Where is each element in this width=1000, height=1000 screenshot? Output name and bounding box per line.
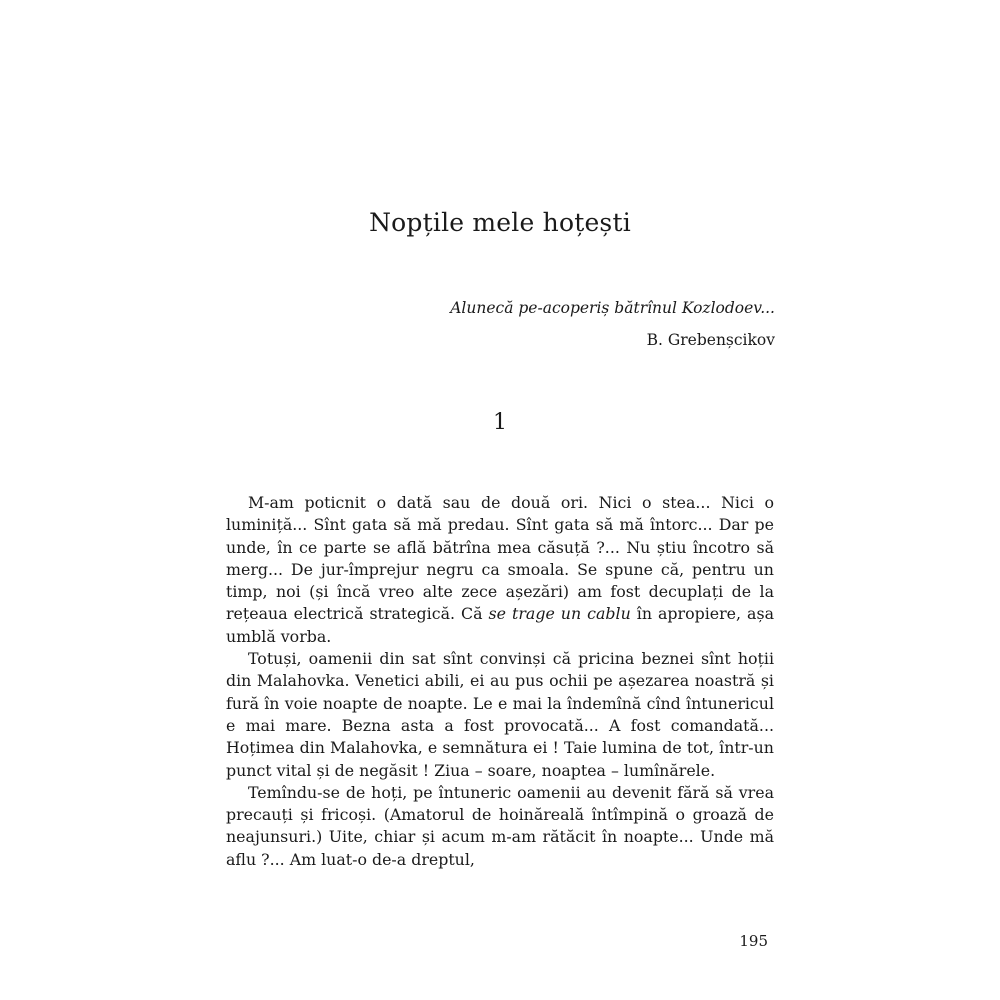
section-number: 1: [493, 410, 507, 435]
emphasized-phrase: se trage un cablu: [488, 604, 631, 624]
paragraph: Temîndu-se de hoți, pe întuneric oamenii au devenit fără să vrea precauți și fricoși. (Amatorul de hoinăreală întîmpină o groază de neajunsuri.) Uite, chiar și acum m-am rătăcit în noapte... Unde mă aflu ?... Am luat-o de-a dreptul,: [226, 782, 774, 869]
paragraph-text: în apropiere, așa umblă vorba.: [226, 604, 774, 646]
paragraph: [226, 492, 774, 648]
page-number: 195: [739, 932, 768, 950]
epigraph-quote: Alunecă pe-acoperiș bătrînul Kozlodoev...: [450, 299, 775, 317]
paragraph-text: M-am poticnit o dată sau de două ori. Nici o stea... Nici o luminiță... Sînt gata să mă predau. Sînt gata să mă întorc... Dar pe unde, în ce parte se află bătrîna mea căsuță ?... Nu știu încotro să merg... De jur-împrejur negru ca smoala. Se spune că, pentru un timp, noi (și încă vreo alte zece așezări) am fost decuplați de la rețeaua electrică strategică. Că: [226, 493, 774, 624]
epigraph-author: B. Grebenșcikov: [646, 331, 775, 349]
paragraph: Totuși, oamenii din sat sînt convinși că pricina beznei sînt hoții din Malahovka. Venetici abili, ei au pus ochii pe așezarea noastră și fură în voie noapte de noapte. Le e mai la îndemînă cînd întunericul e mai mare. Bezna asta a fost provocată... A fost comandată... Hoțimea din Malahovka, e semnătura ei ! Taie lumina de tot, într-un punct vital și de negăsit ! Ziua – soare, noaptea – lumînărele.: [226, 649, 774, 780]
chapter-title: Nopțile mele hoțești: [369, 208, 631, 237]
body-text: [226, 492, 774, 871]
